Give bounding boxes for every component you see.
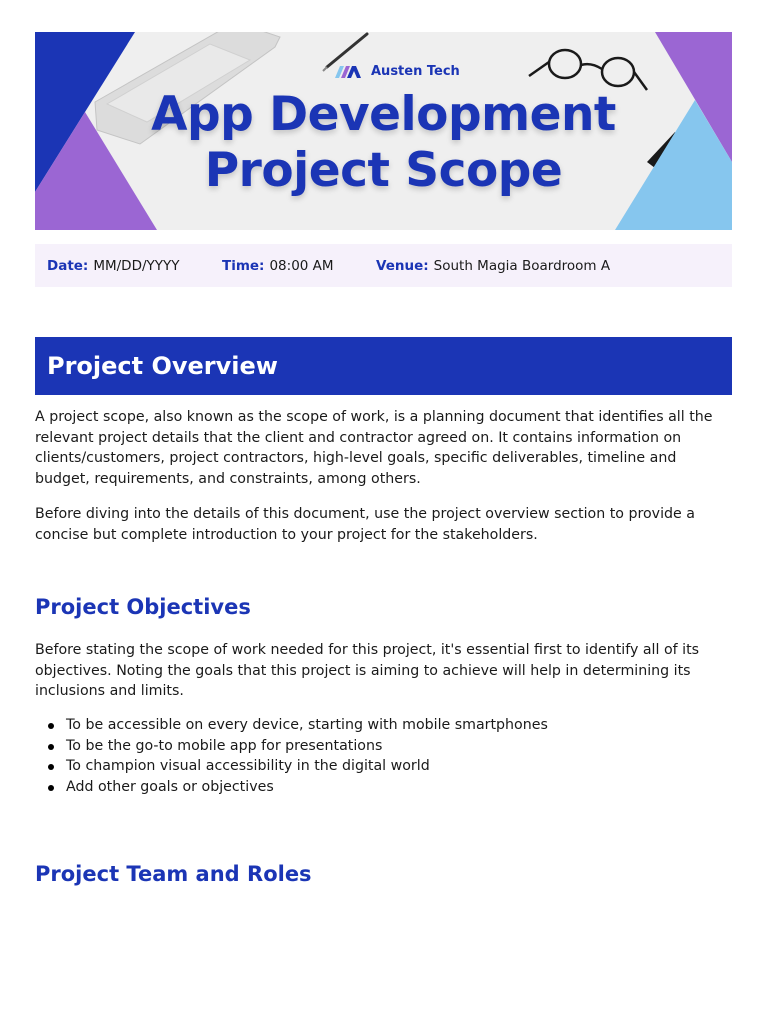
- venue-label: Venue:: [376, 257, 429, 274]
- team-heading: Project Team and Roles: [35, 862, 312, 886]
- banner-title-line2: Project Scope: [204, 143, 563, 198]
- brand: [333, 60, 460, 82]
- list-item: To be the go-to mobile app for presentations: [35, 736, 735, 757]
- list-item: To champion visual accessibility in the digital world: [35, 756, 735, 777]
- brand-logo-icon: [333, 62, 363, 80]
- meta-time: [222, 258, 376, 274]
- list-item: Add other goals or objectives: [35, 777, 735, 798]
- overview-heading-bar: [35, 337, 732, 395]
- time-label: Time:: [222, 257, 265, 274]
- date-label: Date:: [47, 257, 89, 274]
- time-value: 08:00 AM: [269, 257, 334, 274]
- header-banner: [35, 32, 732, 230]
- date-value: MM/DD/YYYY: [93, 257, 180, 274]
- meta-bar: [35, 244, 732, 287]
- objectives-paragraph: Before stating the scope of work needed for this project, it's essential first to identify all of its objectives. Noting the goals that this project is aiming to achieve will help in determining its inclusions and limits.: [35, 642, 700, 699]
- overview-paragraph-2: Before diving into the details of this document, use the project overview section to provide a concise but complete introduction to your project for the stakeholders.: [35, 506, 695, 543]
- venue-value: South Magia Boardroom A: [433, 257, 611, 274]
- overview-heading: Project Overview: [47, 352, 278, 380]
- overview-paragraph-1: A project scope, also known as the scope of work, is a planning document that identifies all the relevant project details that the client and contractor agreed on. It contains information on clients/customers, project contractors, high-level goals, specific deliverables, timeline and budget, requirements, and constraints, among others.: [35, 409, 713, 487]
- objectives-list: [35, 715, 735, 797]
- banner-title-line1: App Development: [151, 87, 616, 142]
- brand-name: Austen Tech: [371, 63, 460, 79]
- glasses-image: [529, 50, 647, 90]
- meta-venue: [376, 258, 610, 274]
- list-item: To be accessible on every device, starting with mobile smartphones: [35, 715, 735, 736]
- meta-date: [47, 258, 222, 274]
- objectives-heading: Project Objectives: [35, 595, 251, 619]
